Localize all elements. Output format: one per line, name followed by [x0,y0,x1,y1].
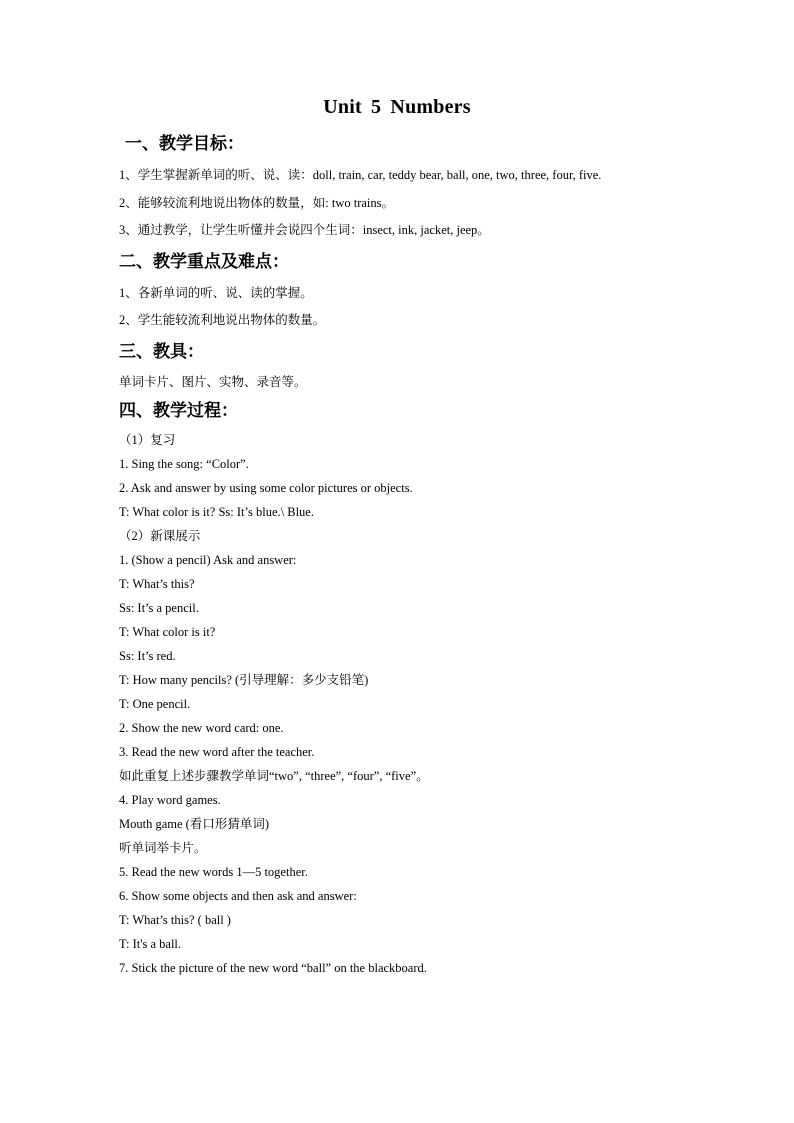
section-process [119,399,699,976]
process-line: T: What’s this? [119,576,195,591]
process-line: T: One pencil. [119,696,191,711]
process-line: 3. Read the new word after the teacher. [119,744,315,759]
section-heading-process: 四、教学过程： [119,400,238,421]
process-line: Ss: It’s red. [119,648,176,663]
process-line: （1）复习 [119,432,176,447]
section-heading-key-points: 二、教学重点及难点： [119,251,289,272]
process-line: 1. (Show a pencil) Ask and answer: [119,552,297,567]
process-line: Ss: It’s a pencil. [119,600,199,615]
section-heading-objectives: 一、教学目标： [125,134,244,154]
process-line: 听单词举卡片。 [119,840,207,855]
page-title: Unit 5 Numbers [323,96,471,118]
process-line: T: How many pencils? (引导理解：多少支铅笔) [119,672,369,687]
process-line: 2. Ask and answer by using some color pictures or objects. [119,480,413,495]
process-line: T: What color is it? Ss: It’s blue.\ Blue. [119,504,314,519]
objective-item: 3、通过教学，让学生听懂并会说四个生词：insect, ink, jacket, jeep。 [119,223,490,237]
process-line: Mouth game (看口形猜单词) [119,816,269,831]
section-objectives [119,132,699,238]
process-line: 2. Show the new word card: one. [119,720,284,735]
process-line: （2）新课展示 [119,528,201,543]
process-line: T: It's a ball. [119,936,182,951]
process-line: 6. Show some objects and then ask and answer: [119,888,357,903]
process-line: 1. Sing the song: “Color”. [119,456,249,471]
section-heading-teaching-aids: 三、教具： [119,341,204,362]
process-line: 7. Stick the picture of the new word “ball” on the blackboard. [119,960,427,975]
process-line: 4. Play word games. [119,792,221,807]
teaching-aids-item: 单词卡片、图片、实物、录音等。 [119,374,307,389]
process-line: 如此重复上述步骤教学单词“two”, “three”, “four”, “five”。 [119,768,429,783]
key-point-item: 2、学生能较流利地说出物体的数量。 [119,313,326,327]
section-key-points [119,250,699,329]
process-line: 5. Read the new words 1—5 together. [119,864,308,879]
key-point-item: 1、各新单词的听、说、读的掌握。 [119,285,313,300]
section-teaching-aids [119,340,699,390]
process-line: T: What color is it? [119,624,216,639]
process-line: T: What’s this? ( ball ) [119,912,231,927]
document-body [119,132,699,984]
objective-item: 2、能够较流利地说出物体的数量，如: two trains。 [119,195,394,210]
objective-item: 1、学生掌握新单词的听、说、读：doll, train, car, teddy bear, ball, one, two, three, four, five. [119,168,602,182]
